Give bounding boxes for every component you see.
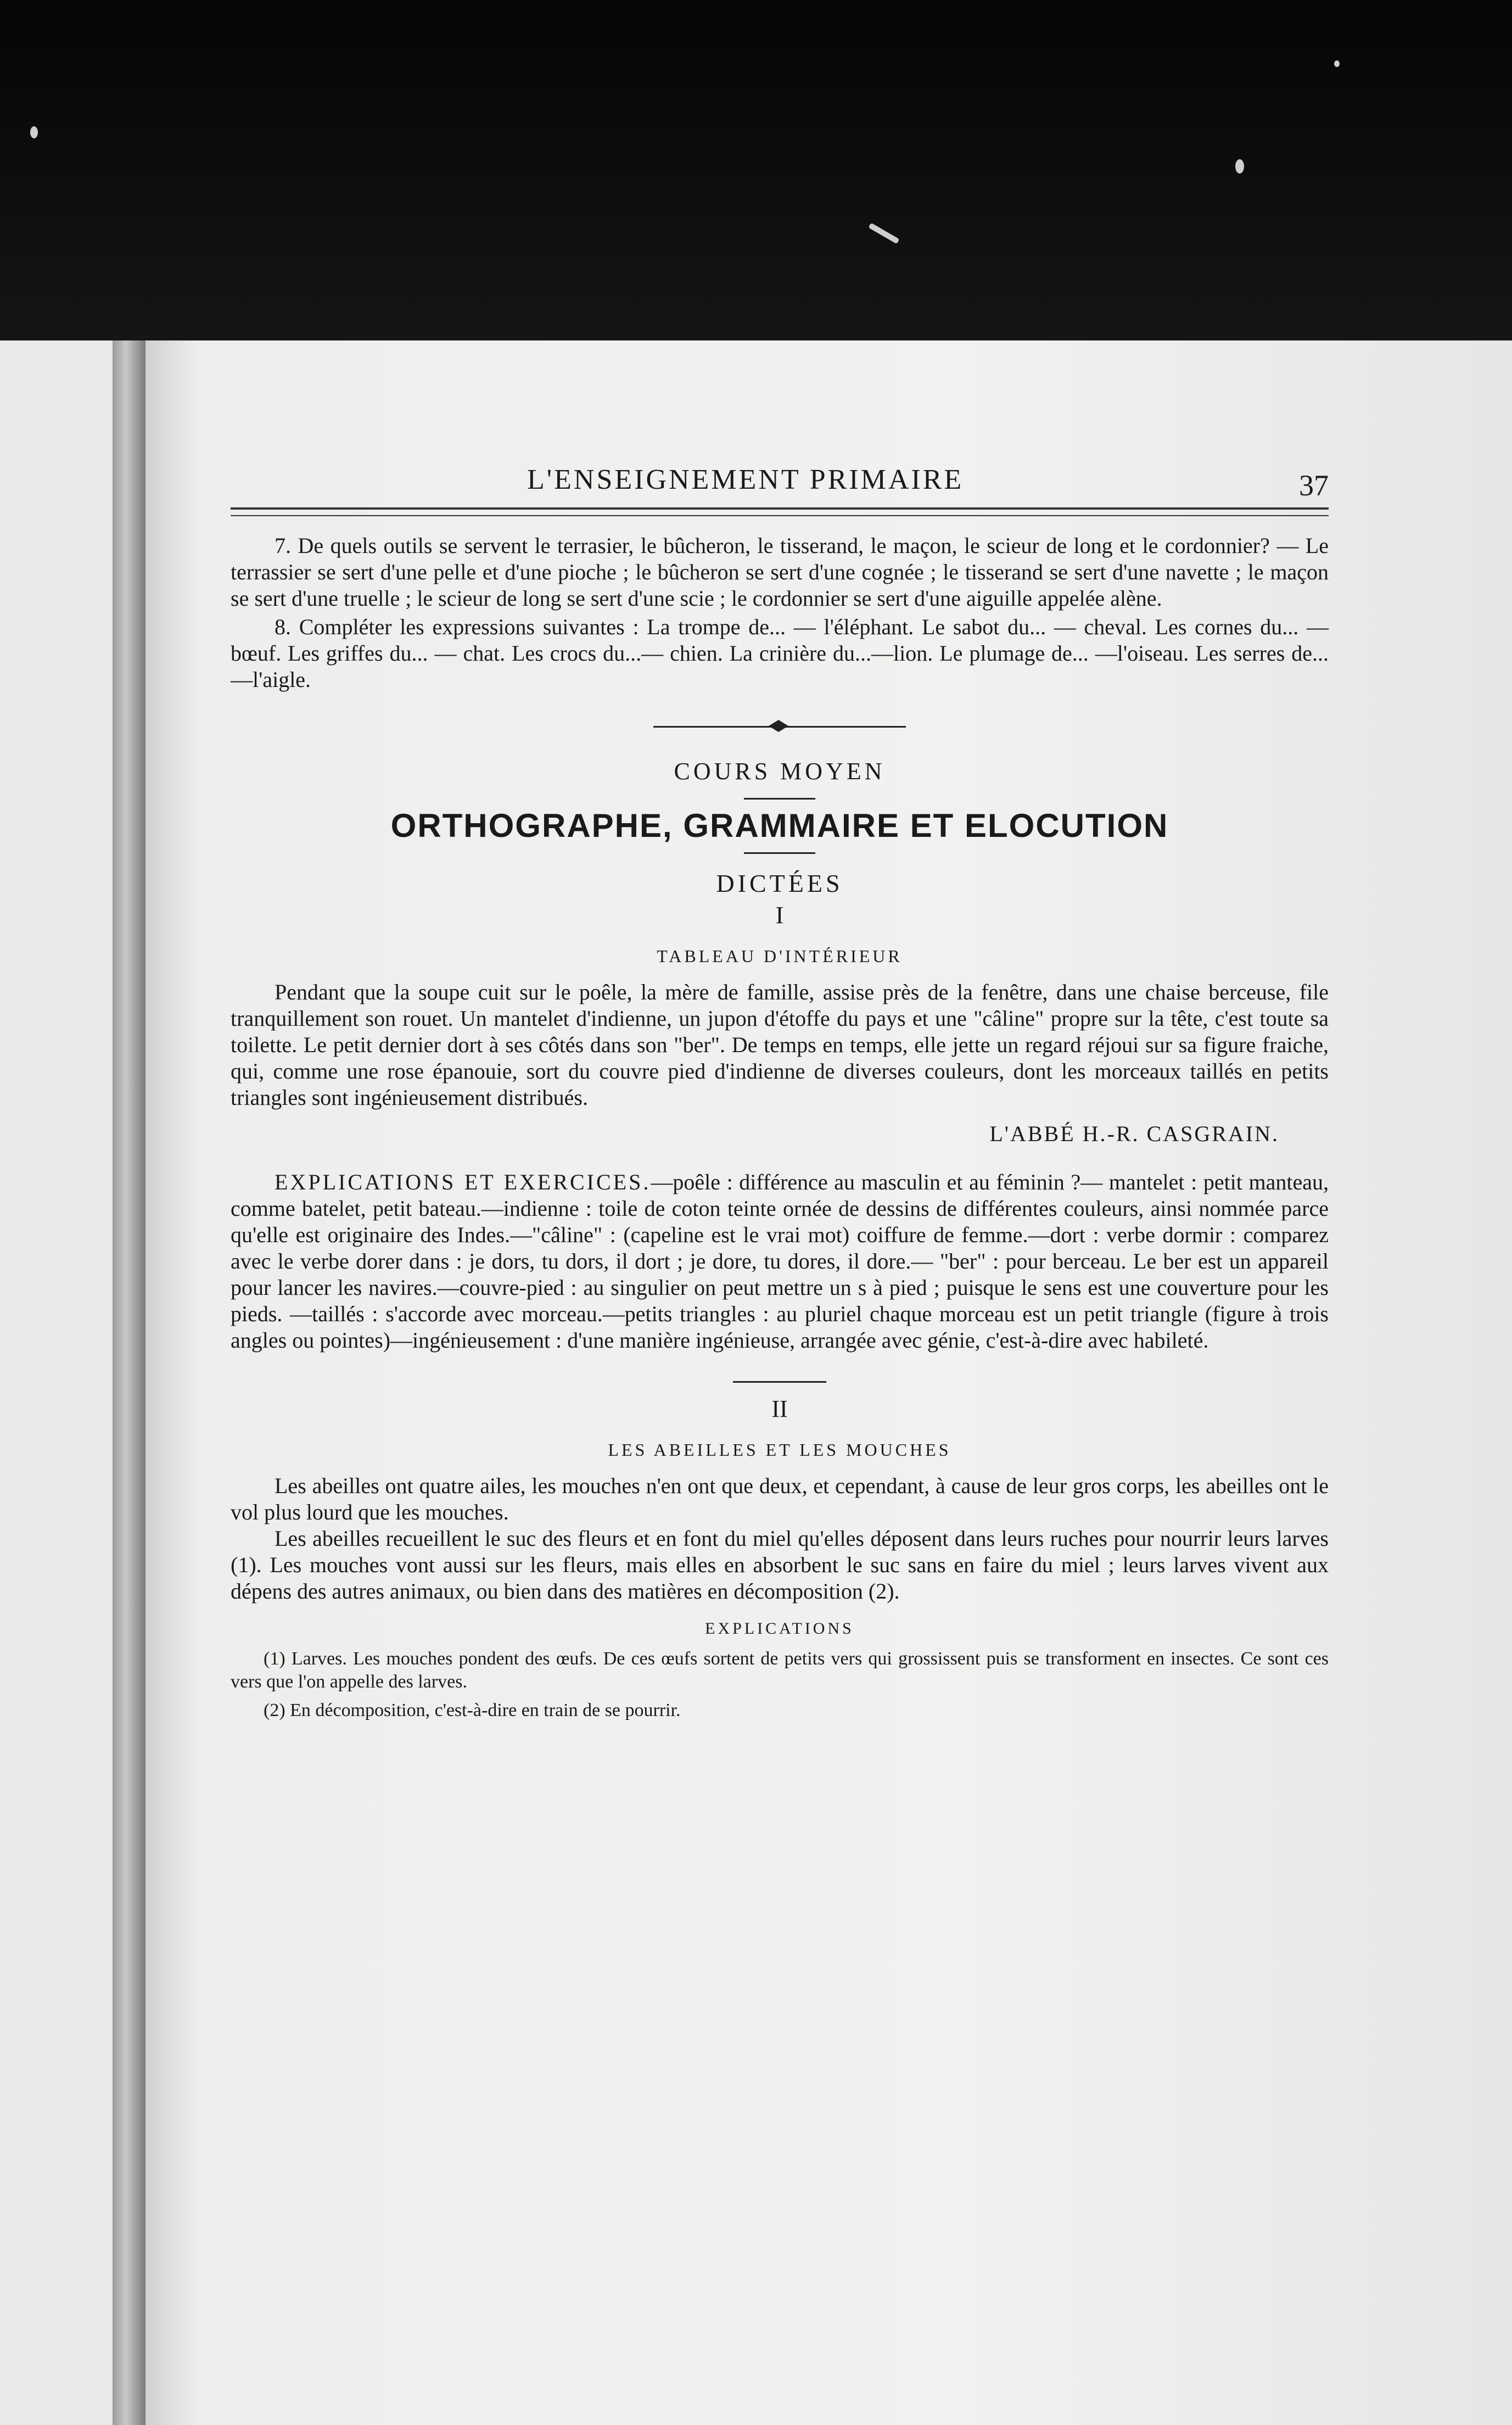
notes-title: EXPLICATIONS [705,1619,854,1638]
page-header [231,450,1329,502]
explanations-text: —poêle : différence au masculin et au féminin ?— mantelet : petit manteau, comme batelet, petit bateau.—indienne : toile de coton teinte ornée de dessins de différentes couleurs, ainsi nommée parce qu'elle est originaire des Indes.—"câline" : (capeline est le vrai mot) coiffure de femme.—dort : verbe dormir : comparez avec le verbe dorer dans : je dors, tu dors, il dort ; je dore, tu dores, il dore.— "ber" : pour berceau. Le ber est un appareil pour lancer les navires.—couvre-pied : au singulier on peut mettre un s à pied ; puisque le sens est une couverture pour les pieds. —taillés : s'accorde avec morceau.—petits triangles : au pluriel chaque morceau est un petit triangle (figure à trois angles ou pointes)—ingénieusement : d'une manière ingénieuse, arrangée avec génie, c'est-à-dire avec habileté. [231,1170,1329,1353]
footnote: (1) Larves. Les mouches pondent des œufs. De ces œufs sortent de petits vers qui grossissent puis se transforment en insectes. Ce sont ces vers que l'on appelle des larves. [231,1649,1329,1692]
main-title: ORTHOGRAPHE, GRAMMAIRE ET ELOCUTION [390,807,1169,844]
page-content [231,450,1329,1722]
dust-speck [869,223,900,244]
dust-speck [1334,60,1340,67]
dust-speck [30,126,38,138]
book-spine [113,340,145,2425]
dictee-text: Pendant que la soupe cuit sur le poêle, la mère de famille, assise près de la fenêtre, dans une chaise berceuse, file tranquillement son rouet. Un mantelet d'indienne, un jupon d'étoffe du pays et une "câline" propre sur la tête, c'est toute sa toilette. Le petit dernier dort à ses côtés dans son "ber". De temps en temps, elle jette un regard réjoui sur sa figure fraiche, qui, comme une rose épanouie, sort du couvre pied d'indienne de diverses couleurs, dont les morceaux taillés en petits triangles sont ingénieusement distribués. [231,980,1329,1110]
exercise-8: 8. Compléter les expressions suivantes : La trompe de... — l'éléphant. Le sabot du... — cheval. Les cornes du... — bœuf. Les griffes du... — chat. Les crocs du...— chien. La crinière du...—lion. Le plumage de... —l'oiseau. Les serres de...—l'aigle. [231,614,1329,692]
dictee-title: TABLEAU D'INTÉRIEUR [657,946,903,966]
scan-background [0,0,1512,340]
explanations-label: EXPLICATIONS ET EXERCICES. [275,1170,651,1194]
dictees-title: DICTÉES [716,869,843,897]
dictee-title: LES ABEILLES ET LES MOUCHES [608,1440,951,1460]
dictee-number: II [771,1395,788,1422]
book-page [0,340,1512,2425]
short-rule [744,852,815,854]
header-rule [231,507,1329,516]
course-title: COURS MOYEN [674,758,886,785]
short-rule [744,798,815,800]
running-title: L'ENSEIGNEMENT PRIMAIRE [527,464,964,495]
page-number: 37 [1299,469,1329,502]
author: L'ABBÉ H.-R. CASGRAIN. [989,1121,1279,1146]
footnote: (2) En décomposition, c'est-à-dire en train de se pourrir. [264,1700,681,1720]
dictee-paragraph: Les abeilles recueillent le suc des fleurs et en font du miel qu'elles déposent dans leurs ruches pour nourrir leurs larves (1). Les mouches vont aussi sur les fleurs, mais elles en absorbent le suc sans en faire du miel ; leurs larves vivent aux dépens des autres animaux, ou bien dans des matières en décomposition (2). [231,1526,1329,1603]
exercise-7: 7. De quels outils se servent le terrasier, le bûcheron, le tisserand, le maçon, le scieur de long et le cordonnier? — Le terrassier se sert d'une pelle et d'une pioche ; le bûcheron se sert d'une cognée ; le tisserand se sert d'une navette ; le maçon se sert d'une truelle ; le scieur de long se sert d'une scie ; le cordonnier se sert d'une aiguille appelée alène. [231,533,1329,611]
explanations [231,1169,1329,1354]
ornament-diamond [769,720,788,732]
dust-speck [1235,159,1244,174]
dictee-number: I [775,902,784,929]
ornament-divider [653,726,906,731]
dictee-paragraph: Les abeilles ont quatre ailes, les mouches n'en ont que deux, et cependant, à cause de leur gros corps, les abeilles ont le vol plus lourd que les mouches. [231,1473,1329,1524]
short-rule [733,1381,826,1383]
